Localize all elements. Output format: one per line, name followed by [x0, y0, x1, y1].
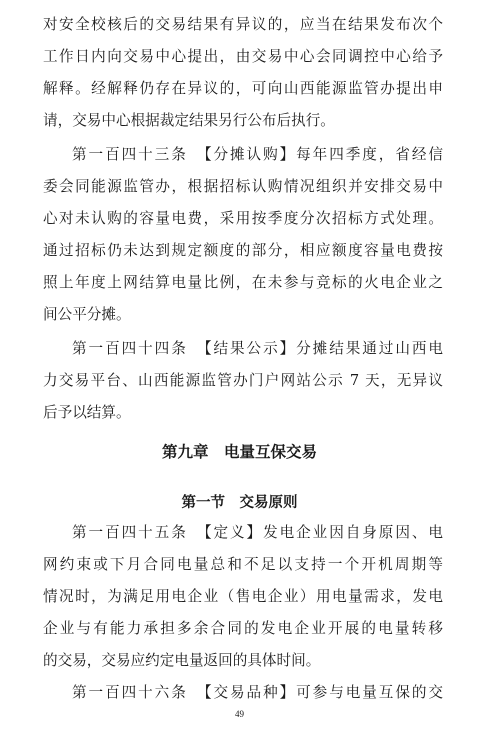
text-line: 心对未认购的容量电费，采用按季度分次招标方式处理。	[43, 210, 443, 227]
article-144-line: 第一百四十四条 【结果公示】分摊结果通过山西电	[72, 340, 443, 357]
text-line: 网约束或下月合同电量总和不足以支持一个开机周期等	[43, 556, 443, 573]
text-line: 力交易平台、山西能源监管办门户网站公示 7 天，无异议	[43, 372, 443, 389]
text-line: 间公平分摊。	[43, 306, 131, 323]
text-line: 对安全校核后的交易结果有异议的，应当在结果发布次个	[43, 16, 443, 33]
article-146-line: 第一百四十六条 【交易品种】可参与电量互保的交	[72, 684, 443, 701]
text-line: 后予以结算。	[43, 404, 131, 421]
text-line: 委会同能源监管办，根据招标认购情况组织并安排交易中	[43, 178, 443, 195]
page-number: 49	[235, 709, 244, 719]
text-line: 请，交易中心根据裁定结果另行公布后执行。	[43, 112, 335, 129]
text-line: 的交易，交易应约定电量返回的具体时间。	[43, 652, 321, 669]
text-line: 企业与有能力承担多余合同的发电企业开展的电量转移	[43, 620, 443, 637]
text-line: 通过招标仍未达到规定额度的部分，相应额度容量电费按	[43, 242, 443, 259]
section-title: 第一节 交易原则	[181, 495, 298, 511]
text-line: 情况时，为满足用电企业（售电企业）用电量需求，发电	[43, 588, 443, 605]
text-line: 照上年度上网结算电量比例，在未参与竞标的火电企业之	[43, 274, 443, 291]
chapter-title: 第九章 电量互保交易	[161, 443, 317, 461]
article-143-line: 第一百四十三条 【分摊认购】每年四季度，省经信	[72, 146, 443, 163]
text-line: 解释。经解释仍存在异议的，可向山西能源监管办提出申	[43, 80, 443, 97]
article-145-line: 第一百四十五条 【定义】发电企业因自身原因、电	[72, 524, 443, 541]
text-line: 工作日内向交易中心提出，由交易中心会同调控中心给予	[43, 48, 443, 65]
